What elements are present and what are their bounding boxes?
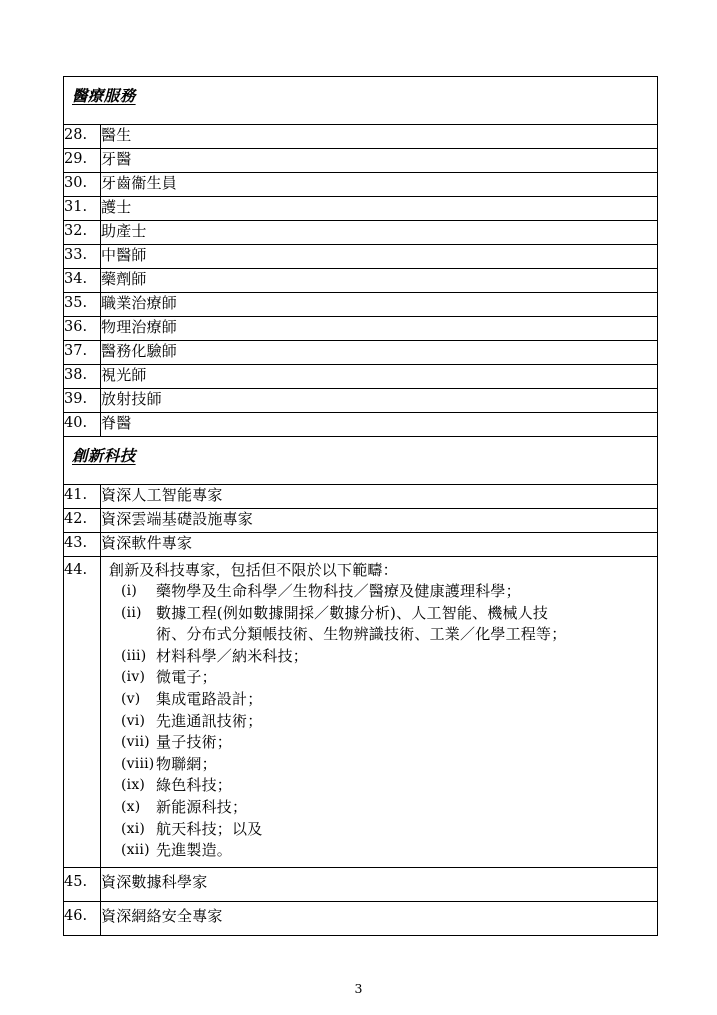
entry-number: 40. xyxy=(64,413,101,437)
sub-item-label: (i) xyxy=(121,583,138,599)
sub-item-text: 微電子； xyxy=(156,668,217,687)
entry-number: 28. xyxy=(64,125,101,149)
page-number: 3 xyxy=(354,981,363,996)
entry-number: 42. xyxy=(64,509,101,533)
entry-text: 護士 xyxy=(101,197,658,221)
table-row xyxy=(64,413,658,437)
entry-number: 44. xyxy=(64,557,101,868)
table-row xyxy=(64,389,658,413)
item-44-sublist xyxy=(109,581,651,862)
sub-item-text: 集成電路設計； xyxy=(156,689,263,708)
entry-number: 43. xyxy=(64,533,101,557)
sub-item-label: (iv) xyxy=(121,669,146,686)
sub-item-text: 綠色科技； xyxy=(156,776,233,795)
sub-item xyxy=(109,775,651,797)
entry-number: 31. xyxy=(64,197,101,221)
table-row xyxy=(64,901,658,935)
section-header-row xyxy=(64,437,658,485)
sub-item xyxy=(109,732,651,754)
sub-item-text-line1: 數據工程(例如數據開採／數據分析)、人工智能、機械人技 xyxy=(156,603,549,622)
entry-text: 職業治療師 xyxy=(101,293,658,317)
table-row xyxy=(64,533,658,557)
entry-text: 物理治療師 xyxy=(101,317,658,341)
table-row xyxy=(64,269,658,293)
entry-number: 37. xyxy=(64,341,101,365)
sub-item-label: (v) xyxy=(121,690,141,707)
sub-item-text: 先進通訊技術； xyxy=(156,711,263,730)
sub-item-label: (vi) xyxy=(121,712,146,729)
sub-item xyxy=(109,667,651,689)
sub-item-text: 藥物學及生命科學／生物科技／醫療及健康護理科學； xyxy=(156,582,521,600)
entry-text: 中醫師 xyxy=(101,245,658,269)
entry-text: 資深網絡安全專家 xyxy=(101,901,658,935)
entry-text: 醫務化驗師 xyxy=(101,341,658,365)
table-row-item-44 xyxy=(64,557,658,868)
entry-number: 35. xyxy=(64,293,101,317)
sub-item-text: 先進製造。 xyxy=(156,841,233,860)
section-title-innovation: 創新科技 xyxy=(72,446,136,465)
sub-item xyxy=(109,819,651,841)
entry-text-block xyxy=(101,557,658,868)
sub-item xyxy=(109,603,651,646)
section-header-row xyxy=(64,77,658,125)
entry-number: 29. xyxy=(64,149,101,173)
entry-text: 資深雲端基礎設施專家 xyxy=(101,509,658,533)
entry-number: 46. xyxy=(64,901,101,935)
sub-item-text: 新能源科技； xyxy=(156,797,248,816)
table-row xyxy=(64,149,658,173)
entry-text: 放射技師 xyxy=(101,389,658,413)
sub-item-label: (vii) xyxy=(121,734,150,751)
entry-number: 39. xyxy=(64,389,101,413)
entry-number: 30. xyxy=(64,173,101,197)
table-row xyxy=(64,173,658,197)
section-title-medical: 醫療服務 xyxy=(72,86,136,105)
sub-item-text: 材料科學／納米科技； xyxy=(156,646,309,665)
sub-item-label: (ix) xyxy=(121,777,146,794)
entry-number: 38. xyxy=(64,365,101,389)
sub-item-label: (x) xyxy=(121,798,141,815)
sub-item-text-line2: 術、分布式分類帳技術、生物辨識技術、工業／化學工程等； xyxy=(156,625,567,644)
entry-text: 藥劑師 xyxy=(101,269,658,293)
sub-item-text: 物聯網； xyxy=(156,754,217,773)
sub-item xyxy=(109,797,651,819)
sub-item-label: (ii) xyxy=(121,604,142,621)
entry-text: 資深人工智能專家 xyxy=(101,485,658,509)
entry-text: 視光師 xyxy=(101,365,658,389)
table-row xyxy=(64,867,658,901)
table-body xyxy=(64,77,658,936)
sub-item-label: (viii) xyxy=(121,755,155,772)
sub-item xyxy=(109,646,651,668)
table-row xyxy=(64,221,658,245)
sub-item-label: (xi) xyxy=(121,820,146,837)
entry-text: 牙齒衞生員 xyxy=(101,173,658,197)
table-row xyxy=(64,125,658,149)
table-row xyxy=(64,245,658,269)
sub-item-label: (xii) xyxy=(121,842,150,859)
entry-text: 資深軟件專家 xyxy=(101,533,658,557)
entry-number: 34. xyxy=(64,269,101,293)
section-header-cell xyxy=(64,437,658,485)
entry-number: 33. xyxy=(64,245,101,269)
table-row xyxy=(64,485,658,509)
entry-text: 醫生 xyxy=(101,125,658,149)
entry-number: 32. xyxy=(64,221,101,245)
sub-item xyxy=(109,711,651,733)
sub-item-text: 航天科技；以及 xyxy=(156,819,263,838)
table-row xyxy=(64,341,658,365)
entry-number: 36. xyxy=(64,317,101,341)
table-row xyxy=(64,197,658,221)
table-row xyxy=(64,509,658,533)
sub-item xyxy=(109,581,651,603)
sub-item xyxy=(109,840,651,862)
entry-number: 45. xyxy=(64,867,101,901)
entry-number: 41. xyxy=(64,485,101,509)
occupation-list-table xyxy=(63,76,658,936)
sub-item xyxy=(109,754,651,776)
sub-item-text xyxy=(156,603,651,646)
entry-text: 助產士 xyxy=(101,221,658,245)
table-row xyxy=(64,317,658,341)
table-row xyxy=(64,365,658,389)
section-header-cell xyxy=(64,77,658,125)
table-row xyxy=(64,293,658,317)
entry-text: 脊醫 xyxy=(101,413,658,437)
entry-text: 牙醫 xyxy=(101,149,658,173)
sub-item-text: 量子技術； xyxy=(156,733,233,752)
sub-item xyxy=(109,689,651,711)
sub-item-label: (iii) xyxy=(121,647,147,664)
entry-text: 資深數據科學家 xyxy=(101,867,658,901)
item-44-lead-text: 創新及科技專家，包括但不限於以下範疇： xyxy=(109,561,398,579)
